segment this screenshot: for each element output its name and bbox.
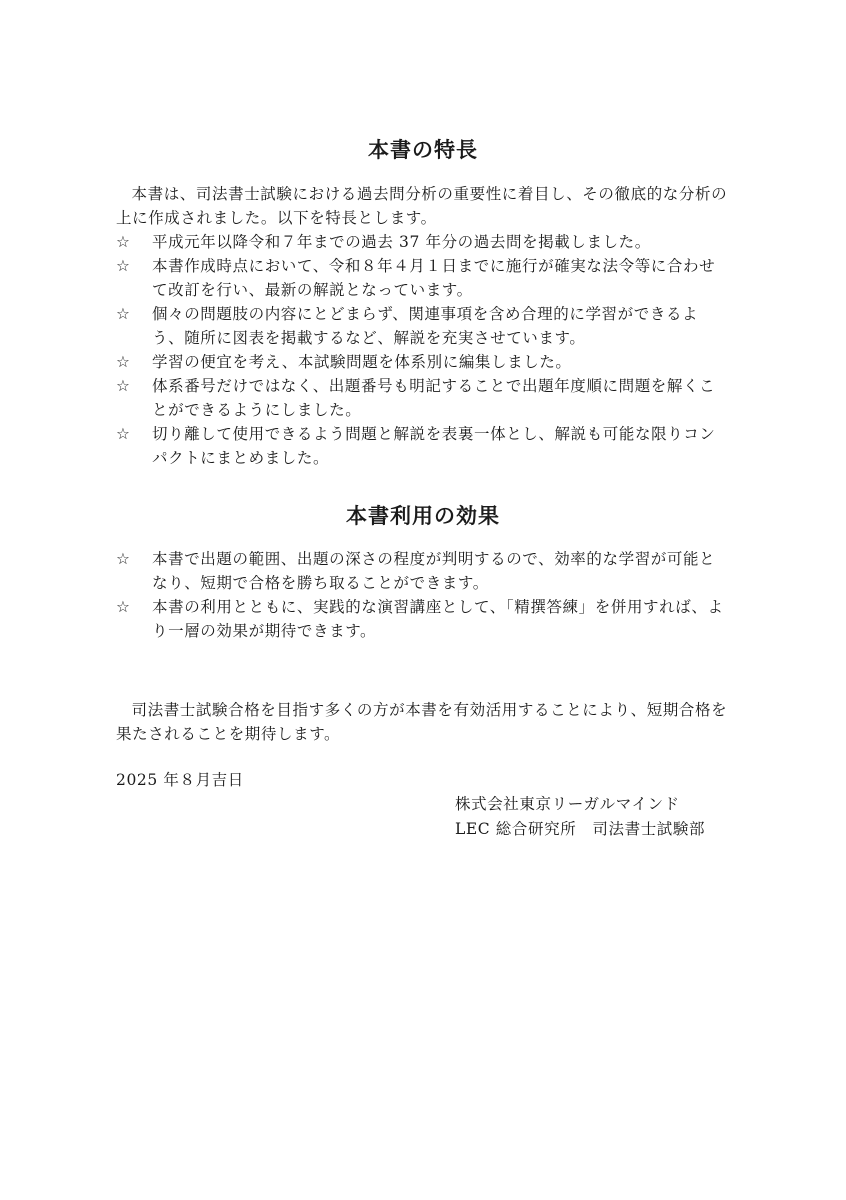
list-item [116, 595, 728, 643]
list-item [116, 254, 728, 302]
signature-company: 株式会社東京リーガルマインド [455, 795, 680, 813]
section-title-effects: 本書利用の効果 [346, 504, 500, 528]
section-title-features: 本書の特長 [368, 138, 478, 162]
effects-list [116, 547, 728, 643]
list-item-text: 本書で出題の範囲、出題の深さの程度が判明するので、効率的な学習が可能となり、短期で合格を勝ち取ることができます。 [152, 550, 716, 592]
list-item-text: 平成元年以降令和７年までの過去 37 年分の過去問を掲載しました。 [152, 233, 651, 251]
list-item-text: 切り離して使用できるよう問題と解説を表裏一体とし、解説も可能な限りコンパクトにまとめました。 [152, 425, 716, 467]
signature-department: LEC 総合研究所 司法書士試験部 [455, 820, 706, 838]
list-item-text: 本書の利用とともに、実践的な演習講座として、「精撰答練」を併用すれば、より一層の効果が期待できます。 [152, 598, 724, 640]
list-item [116, 350, 728, 374]
intro-paragraph: 本書は、司法書士試験における過去問分析の重要性に着目し、その徹底的な分析の上に作成されました。以下を特長とします。 [116, 185, 728, 227]
issue-date: 2025 年８月吉日 [116, 771, 244, 789]
list-item [116, 230, 728, 254]
star-icon: ☆ [116, 305, 131, 323]
star-icon: ☆ [116, 353, 131, 371]
star-icon: ☆ [116, 598, 131, 616]
star-icon: ☆ [116, 377, 131, 395]
features-list [116, 230, 728, 470]
closing-paragraph: 司法書士試験合格を目指す多くの方が本書を有効活用することにより、短期合格を果たされることを期待します。 [116, 701, 728, 743]
star-icon: ☆ [116, 550, 131, 568]
list-item-text: 本書作成時点において、令和８年４月１日までに施行が確実な法令等に合わせて改訂を行い、最新の解説となっています。 [152, 257, 716, 299]
star-icon: ☆ [116, 425, 131, 443]
list-item [116, 422, 728, 470]
list-item [116, 374, 728, 422]
star-icon: ☆ [116, 257, 131, 275]
list-item [116, 302, 728, 350]
list-item [116, 547, 728, 595]
list-item-text: 個々の問題肢の内容にとどまらず、関連事項を含め合理的に学習ができるよう、随所に図表を掲載するなど、解説を充実させています。 [152, 305, 699, 347]
list-item-text: 学習の便宜を考え、本試験問題を体系別に編集しました。 [152, 353, 572, 371]
star-icon: ☆ [116, 233, 131, 251]
list-item-text: 体系番号だけではなく、出題番号も明記することで出題年度順に問題を解くことができるようにしました。 [152, 377, 716, 419]
